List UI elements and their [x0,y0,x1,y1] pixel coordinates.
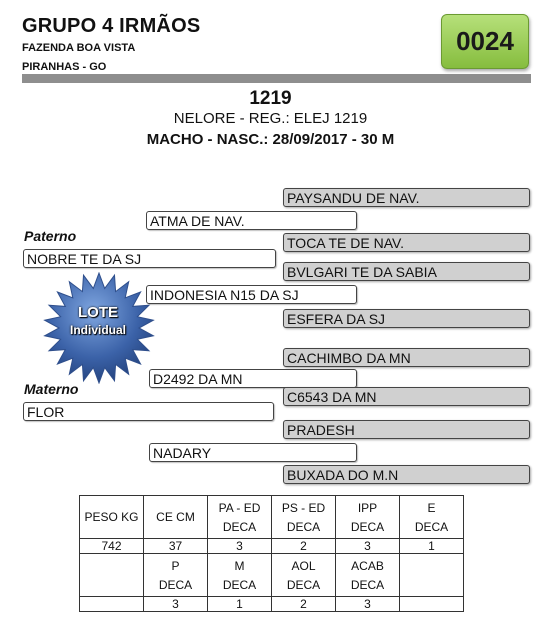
scores-row1-header-3-label: PS - ED [281,500,326,515]
scores-row1-header-2-label: PA - ED [218,500,261,515]
pedigree-ss-dam: TOCA TE DE NAV. [283,233,530,252]
animal-sex-birth: MACHO - NASC.: 28/09/2017 - 30 M [146,131,395,148]
farm-place: FAZENDA BOA VISTA [22,42,136,54]
scores-row1-header-0-label: PESO KG [84,510,139,524]
pedigree-sire-dam: INDONESIA N15 DA SJ [146,285,357,304]
scores-row2-value-5 [400,597,464,612]
scores-row2-header-3-unit: DECA [286,577,321,592]
scores-row1-header-5-unit: DECA [414,519,449,534]
pedigree-sire: NOBRE TE DA SJ [23,249,276,268]
scores-row1-header-5-label: E [427,500,436,515]
scores-row2-header-2-label: M [234,558,245,573]
header-divider [22,74,531,83]
scores-row2-header-0 [80,554,144,597]
pedigree-sire-sire: ATMA DE NAV. [146,211,357,230]
scores-row2-header-2 [208,554,272,597]
animal-id: 1219 [249,88,292,109]
pedigree-sd-dam: ESFERA DA SJ [283,309,530,328]
scores-row1-header-2 [208,496,272,539]
paternal-label: Paterno [24,228,77,244]
lot-number-badge: 0024 [441,14,529,69]
pedigree-dam: FLOR [23,402,274,421]
scores-row2-header-3-label: AOL [291,558,316,573]
farm-city: PIRANHAS - GO [22,61,107,73]
scores-row1-header-3 [272,496,336,539]
scores-row1-header-4-label: IPP [357,500,378,515]
scores-row1-header-0 [80,496,144,539]
scores-row2-value-0 [80,597,144,612]
scores-row2-header-4-unit: DECA [350,577,385,592]
seal-line1: LOTE [78,304,118,321]
pedigree-sd-sire: BVLGARI TE DA SABIA [283,262,530,281]
scores-row2-value-2: 1 [208,597,272,612]
scores-row2-value-3: 2 [272,597,336,612]
scores-row2-header-2-unit: DECA [222,577,257,592]
scores-row2-header-4 [336,554,400,597]
scores-row1-value-1: 37 [144,539,208,554]
scores-row1-header-1 [144,496,208,539]
scores-row1-value-2: 3 [208,539,272,554]
animal-breed-registration: NELORE - REG.: ELEJ 1219 [173,110,368,127]
scores-row2-header-1-unit: DECA [158,577,193,592]
scores-row2-header-1 [144,554,208,597]
scores-header-row-1 [80,496,464,539]
scores-row1-header-1-label: CE CM [156,510,195,524]
pedigree-ss-sire: PAYSANDU DE NAV. [283,188,530,207]
scores-row1-header-4-unit: DECA [350,519,385,534]
scores-row1-value-0: 742 [80,539,144,554]
scores-value-row-2 [80,597,464,612]
scores-row2-header-3 [272,554,336,597]
scores-row1-header-2-unit: DECA [222,519,257,534]
pedigree-dd-sire: PRADESH [283,420,530,439]
scores-row1-header-3-unit: DECA [286,519,321,534]
scores-row2-value-4: 3 [336,597,400,612]
scores-row2-header-5 [400,554,464,597]
scores-row1-value-3: 2 [272,539,336,554]
pedigree-dam-dam: NADARY [149,443,357,462]
scores-row1-header-5 [400,496,464,539]
scores-row1-header-4 [336,496,400,539]
pedigree-ds-sire: CACHIMBO DA MN [283,348,530,367]
farm-name: GRUPO 4 IRMÃOS [22,15,201,37]
pedigree-ds-dam: C6543 DA MN [283,387,530,406]
seal-line2: Individual [69,323,126,337]
scores-row2-header-4-label: ACAB [351,558,384,573]
pedigree-dam-sire: D2492 DA MN [149,369,357,388]
scores-table [79,495,464,612]
scores-row1-value-5: 1 [400,539,464,554]
scores-header-row-2 [80,554,464,597]
scores-row2-header-1-label: P [171,558,180,573]
maternal-label: Materno [24,381,79,397]
scores-row1-value-4: 3 [336,539,400,554]
scores-value-row-1 [80,539,464,554]
pedigree-dd-dam: BUXADA DO M.N [283,465,530,484]
scores-row2-value-1: 3 [144,597,208,612]
